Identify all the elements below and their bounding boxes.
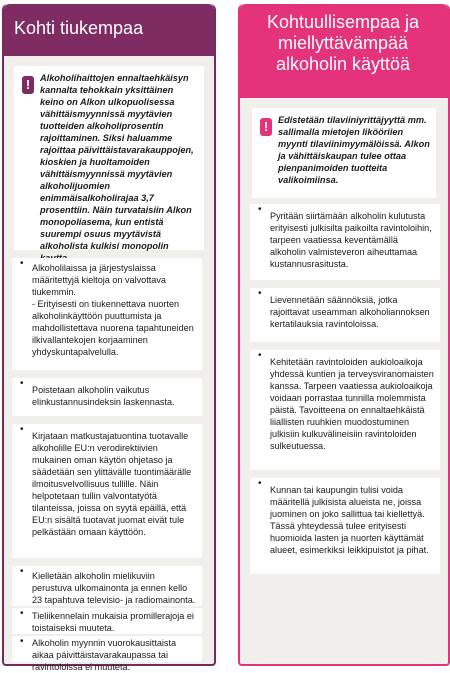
- right-item-4-text: Kunnan tai kaupungin tulisi voida määritellä julkisista alueista ne, joissa juominen on joko sallittua tai kiellettyä. Tässä yhteydessä tulee erityisesti huomioida lasten ja nuorten käyttämät alueet, esimerkiksi leikkipuistot ja pihat.: [270, 485, 429, 555]
- left-item-6: [12, 636, 202, 672]
- right-item-2-text: Lievennetään säännöksiä, jotka rajoittavat useamman alkoholiannoksen kertatilauksia ravintoloissa.: [270, 295, 430, 329]
- left-item-2-text: Poistetaan alkoholin vaikutus elinkustannusindeksin laskennasta.: [32, 385, 175, 407]
- left-item-3-text: Kirjataan matkustajatuontina tuotavalle alkoholille EU:n verodirektiivien mukainen oman käytön ohjetaso ja säädetään sen ylittävälle tuontimäärälle ilmoitusvelvollisuus tullille. Näin helpotetaan tullin valvontatyötä tilanteissa, joissa on syytä epäillä, että EU:n sisältä tuotavat juomat eivät tule pelkästään omaan käyttöön.: [32, 431, 192, 537]
- right-column: [238, 4, 450, 666]
- right-callout-text: Edistetään tilaviiniyrittäjyyttä mm. sallimalla mietojen likööriien myynti tilaviinimyymälöissä. Alkon ja vähittäiskaupan tulee ottaa pienpanimoiden tuotteita valikoimiinsa.: [278, 115, 430, 185]
- right-item-3-text: Kehitetään ravintoloiden aukioloaikoja yhdessä kuntien ja terveysviranomaisten kanssa. Tarpeen vaatiessa aukioloaikoja voidaan porrastaa tunnilla molemmista päistä. Tavoitteena on ennaltaehkäistä liiallisten ruuhkien muodostuminen julkisiin kulkuvälineisiin ravintoloiden sulkeutuessa.: [270, 357, 434, 451]
- left-title: Kohti tiukempaa: [14, 18, 144, 38]
- bullet-icon: •: [20, 608, 24, 619]
- left-item-1-text: Alkoholilaissa ja järjestyslaissa määritettyjä kieltoja on valvottava tiukemmin.: [32, 263, 166, 297]
- right-item-1: [250, 204, 440, 280]
- bullet-icon: •: [258, 288, 262, 299]
- left-item-3: [12, 424, 202, 558]
- bullet-icon: •: [20, 566, 24, 577]
- left-item-5: [12, 608, 202, 634]
- right-header: [240, 4, 448, 98]
- bullet-icon: •: [20, 636, 24, 647]
- right-item-1-text: Pyritään siirtämään alkoholin kulutusta erityisesti julkisilta paikoilta ravintoloihin, tarpeen vaatiessa keventämällä alkoholin valmisteveron aiheuttamaa kustannusrasitusta.: [270, 211, 432, 269]
- bullet-icon: •: [258, 478, 262, 489]
- left-column: [2, 4, 216, 672]
- left-item-2: [12, 378, 202, 416]
- bullet-icon: •: [20, 258, 24, 269]
- right-item-4: [250, 478, 440, 574]
- left-item-1: [12, 258, 202, 370]
- bullet-icon: •: [258, 350, 262, 361]
- left-item-1b-text: - Erityisesti on tiukennettava nuorten alkoholinkäyttöön puuttumista ja mahdollistettava nuorena tapahtuneiden ilkivallantekojen korjaaminen yhdyskuntapalvelulla.: [32, 299, 194, 357]
- left-item-5-text: Tieliikennelain mukaisia promillerajoja ei toistaiseksi muuteta.: [32, 611, 194, 633]
- exclamation-icon: !: [22, 76, 34, 94]
- right-title: Kohtuullisempaa ja miellyttävämpää alkoholin käyttöä: [266, 12, 420, 74]
- left-item-4-text: Kielletään alkoholin mielikuviin perustuva ulkomainonta ja ennen kello 23 tapahtuva televisio- ja radiomainonta.: [32, 571, 196, 605]
- left-header: [4, 4, 214, 56]
- left-item-6-text: Alkoholin myynnin vuorokausittaista aikaa päivittäistavarakaupassa tai ravintoloissa ei muuteta.: [32, 638, 177, 672]
- bullet-icon: •: [20, 424, 24, 435]
- bullet-icon: •: [20, 378, 24, 389]
- exclamation-icon: !: [260, 118, 272, 136]
- left-callout: [14, 66, 204, 250]
- right-callout: [252, 108, 436, 198]
- right-item-3: [250, 350, 440, 470]
- left-item-4: [12, 566, 202, 606]
- bullet-icon: •: [258, 204, 262, 215]
- right-item-2: [250, 288, 440, 342]
- left-callout-text: Alkoholihaittojen ennaltaehkäisyn kannalta tehokkain yksittäinen keino on Alkon ulkopuolisessa vähittäismyynnissä myytävien tuotteiden alkoholiprosentin rajoittaminen. Siksi haluamme rajoittaa päivittäistavarakauppojen, kioskien ja huoltamoiden vähittäismyynnissä myytävien alkoholijuomien enimmäisalkoholirajaa 3,7 prosenttiin. Näin turvataisiin Alkon monopoliasema, kun entistä suurempi osuus myytävistä alkoholista kulkisi monopolin: [40, 73, 194, 251]
